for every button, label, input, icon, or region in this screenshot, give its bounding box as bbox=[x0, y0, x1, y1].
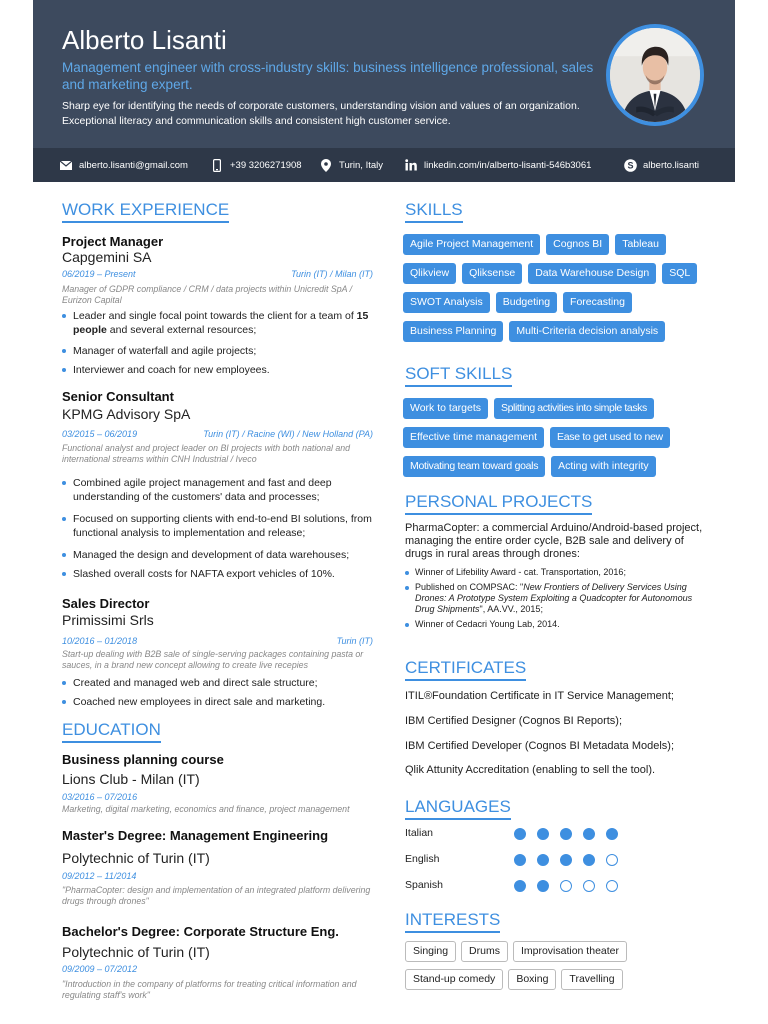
contact-email[interactable] bbox=[59, 148, 188, 182]
summary: Sharp eye for identifying the needs of corporate customers, understanding vision and values of an organization. Exceptional literacy and communication skills and consistent high customer service. bbox=[62, 100, 580, 127]
education-description: "Introduction in the company of platforms for treating critical information and regulating staff's work" bbox=[62, 979, 357, 1000]
project-bullet: Winner of Lifebility Award - cat. Transportation, 2016; bbox=[405, 567, 705, 578]
job-bullet: Leader and single focal point towards the client for a team of 15 people and several external resources; bbox=[62, 309, 373, 337]
location-icon bbox=[319, 158, 333, 172]
contact-linkedin[interactable] bbox=[404, 148, 591, 182]
language-row bbox=[405, 853, 705, 867]
profile-photo bbox=[606, 24, 704, 126]
skill-tag: Agile Project Management bbox=[403, 234, 540, 255]
job-company: KPMG Advisory SpA bbox=[62, 406, 191, 422]
job-title: Senior Consultant bbox=[62, 389, 174, 404]
certificates-heading: CERTIFICATES bbox=[405, 658, 527, 677]
interest-tag: Stand-up comedy bbox=[405, 969, 503, 990]
job-title: Project Manager bbox=[62, 234, 164, 249]
language-name: Spanish bbox=[405, 879, 443, 891]
job-description: Functional analyst and project leader on BI projects with both national and international streams within CNH Industrial / Iveco bbox=[62, 443, 351, 464]
soft-skill-tag: Splitting activities into simple tasks bbox=[494, 398, 654, 419]
interests-heading: INTERESTS bbox=[405, 910, 501, 929]
language-level bbox=[514, 854, 618, 866]
soft-skills-heading: SOFT SKILLS bbox=[405, 364, 513, 383]
interests-list bbox=[405, 941, 705, 990]
project-bullet: Published on COMPSAC: "New Frontiers of Delivery Services Using Drones: A Prototype System Exploiting a Quadcopter for Autonomous Drug Shipments", AA.VV., 2015; bbox=[405, 582, 705, 615]
skill-tag: Cognos BI bbox=[546, 234, 609, 255]
skill-tag: Data Warehouse Design bbox=[528, 263, 656, 284]
skill-tag: Qliksense bbox=[462, 263, 522, 284]
job-bullets bbox=[62, 676, 373, 709]
job-description: Start-up dealing with B2B sale of single-serving packages containing pasta or sauces, in a brand new concept allowing to create live recepies bbox=[62, 649, 364, 670]
phone-icon bbox=[210, 158, 224, 172]
education-dates: 09/2012 – 11/2014 bbox=[62, 871, 137, 881]
level-dot-filled bbox=[560, 828, 572, 840]
level-dot-filled bbox=[606, 828, 618, 840]
skills-heading: SKILLS bbox=[405, 200, 463, 219]
level-dot-filled bbox=[537, 854, 549, 866]
education-title: Master's Degree: Management Engineering bbox=[62, 828, 329, 843]
skill-tag: Business Planning bbox=[403, 321, 503, 342]
certificate-item: Qlik Attunity Accreditation (enabling to sell the tool). bbox=[405, 764, 656, 776]
personal-projects-heading: PERSONAL PROJECTS bbox=[405, 492, 593, 511]
certificate-item: IBM Certified Developer (Cognos BI Metadata Models); bbox=[405, 740, 675, 752]
language-row bbox=[405, 879, 705, 893]
skill-tag: SQL bbox=[662, 263, 697, 284]
level-dot-filled bbox=[514, 880, 526, 892]
level-dot-filled bbox=[514, 854, 526, 866]
job-bullet: Combined agile project management and fast and deep understanding of the customers' data and processes; bbox=[62, 476, 373, 504]
soft-skills-list bbox=[403, 398, 723, 477]
level-dot-filled bbox=[560, 854, 572, 866]
language-name: English bbox=[405, 853, 440, 865]
level-dot-filled bbox=[583, 854, 595, 866]
education-description: "PharmaCopter: design and implementation of an integrated platform delivering drugs through drones" bbox=[62, 885, 371, 906]
job-location: Turin (IT) bbox=[336, 636, 373, 646]
skill-tag: Qlikview bbox=[403, 263, 456, 284]
job-meta bbox=[62, 636, 373, 648]
email-icon bbox=[59, 158, 73, 172]
job-bullets bbox=[62, 309, 373, 377]
project-bullets bbox=[405, 567, 705, 634]
skill-tag: Budgeting bbox=[496, 292, 557, 313]
resume-header bbox=[33, 0, 735, 148]
project-intro: PharmaCopter: a commercial Arduino/Android-based project, managing the entire order cycle, B2B sale and delivery of drugs in rural areas through drones: bbox=[405, 522, 703, 560]
education-title: Business planning course bbox=[62, 752, 224, 767]
soft-skill-tag: Effective time management bbox=[403, 427, 544, 448]
languages-heading: LANGUAGES bbox=[405, 797, 511, 816]
job-meta bbox=[62, 269, 373, 281]
level-dot-filled bbox=[514, 828, 526, 840]
language-name: Italian bbox=[405, 827, 434, 839]
education-dates: 03/2016 – 07/2016 bbox=[62, 792, 138, 802]
interest-tag: Singing bbox=[405, 941, 456, 962]
phone-text: +39 3206271908 bbox=[230, 159, 302, 171]
language-level bbox=[514, 880, 618, 892]
education-institution: Lions Club - Milan (IT) bbox=[62, 771, 200, 787]
interest-tag: Improvisation theater bbox=[513, 941, 627, 962]
location-text: Turin, Italy bbox=[339, 159, 383, 171]
svg-text:S: S bbox=[626, 160, 634, 171]
contact-skype[interactable] bbox=[623, 148, 699, 182]
job-description: Manager of GDPR compliance / CRM / data projects within Unicredit SpA / Eurizon Capital bbox=[62, 284, 353, 305]
linkedin-text: linkedin.com/in/alberto-lisanti-546b3061 bbox=[424, 159, 592, 171]
job-dates: 06/2019 – Present bbox=[62, 269, 136, 279]
education-description: Marketing, digital marketing, economics and finance, project management bbox=[62, 804, 350, 814]
soft-skill-tag: Motivating team toward goals bbox=[403, 456, 545, 477]
level-dot-filled bbox=[537, 880, 549, 892]
level-dot-empty bbox=[560, 880, 572, 892]
level-dot-filled bbox=[583, 828, 595, 840]
level-dot-empty bbox=[606, 880, 618, 892]
job-dates: 03/2015 – 06/2019 bbox=[62, 429, 138, 439]
job-bullet: Slashed overall costs for NAFTA export vehicles of 10%. bbox=[62, 567, 373, 581]
skill-tag: SWOT Analysis bbox=[403, 292, 490, 313]
job-company: Primissimi Srls bbox=[62, 612, 154, 628]
education-title: Bachelor's Degree: Corporate Structure Eng. bbox=[62, 924, 339, 939]
job-meta bbox=[62, 429, 373, 441]
education-heading: EDUCATION bbox=[62, 720, 161, 739]
job-bullet: Focused on supporting clients with end-to-end BI solutions, from functional analysis to implementation and release; bbox=[62, 512, 373, 540]
linkedin-icon bbox=[404, 158, 418, 172]
contact-bar bbox=[33, 148, 735, 182]
resume-page bbox=[33, 0, 735, 1024]
project-bullet: Winner of Cedacri Young Lab, 2014. bbox=[405, 619, 705, 630]
job-title: Sales Director bbox=[62, 596, 150, 611]
job-location: Turin (IT) / Milan (IT) bbox=[291, 269, 373, 279]
email-text: alberto.lisanti@gmail.com bbox=[79, 159, 188, 171]
job-bullet: Created and managed web and direct sale structure; bbox=[62, 676, 373, 690]
contact-location bbox=[319, 148, 383, 182]
job-company: Capgemini SA bbox=[62, 249, 152, 265]
education-institution: Polytechnic of Turin (IT) bbox=[62, 944, 210, 960]
job-location: Turin (IT) / Racine (WI) / New Holland (PA) bbox=[203, 429, 373, 439]
job-dates: 10/2016 – 01/2018 bbox=[62, 636, 138, 646]
language-row bbox=[405, 827, 705, 841]
work-experience-heading: WORK EXPERIENCE bbox=[62, 200, 230, 219]
job-bullets bbox=[62, 476, 373, 581]
skype-icon bbox=[623, 158, 637, 172]
level-dot-empty bbox=[583, 880, 595, 892]
soft-skill-tag: Ease to get used to new bbox=[550, 427, 670, 448]
education-institution: Polytechnic of Turin (IT) bbox=[62, 850, 210, 866]
skill-tag: Multi-Criteria decision analysis bbox=[509, 321, 665, 342]
interest-tag: Drums bbox=[461, 941, 508, 962]
contact-phone[interactable] bbox=[210, 148, 302, 182]
skill-tag: Forecasting bbox=[563, 292, 632, 313]
job-bullet: Interviewer and coach for new employees. bbox=[62, 363, 373, 377]
certificate-item: ITIL®Foundation Certificate in IT Service Management; bbox=[405, 690, 674, 702]
skype-text: alberto.lisanti bbox=[643, 159, 699, 171]
level-dot-filled bbox=[537, 828, 549, 840]
level-dot-empty bbox=[606, 854, 618, 866]
tagline: Management engineer with cross-industry skills: business intelligence professional, sales and marketing expert. bbox=[62, 60, 594, 92]
soft-skill-tag: Acting with integrity bbox=[551, 456, 655, 477]
education-dates: 09/2009 – 07/2012 bbox=[62, 964, 138, 974]
interest-tag: Boxing bbox=[508, 969, 556, 990]
certificate-item: IBM Certified Designer (Cognos BI Reports); bbox=[405, 715, 623, 727]
job-bullet: Coached new employees in direct sale and marketing. bbox=[62, 695, 373, 709]
person-name: Alberto Lisanti bbox=[62, 25, 227, 55]
soft-skill-tag: Work to targets bbox=[403, 398, 488, 419]
skills-list bbox=[403, 234, 723, 342]
interest-tag: Travelling bbox=[561, 969, 622, 990]
job-bullet: Manager of waterfall and agile projects; bbox=[62, 344, 373, 358]
skill-tag: Tableau bbox=[615, 234, 666, 255]
job-bullet: Managed the design and development of data warehouses; bbox=[62, 548, 373, 562]
language-level bbox=[514, 828, 618, 840]
